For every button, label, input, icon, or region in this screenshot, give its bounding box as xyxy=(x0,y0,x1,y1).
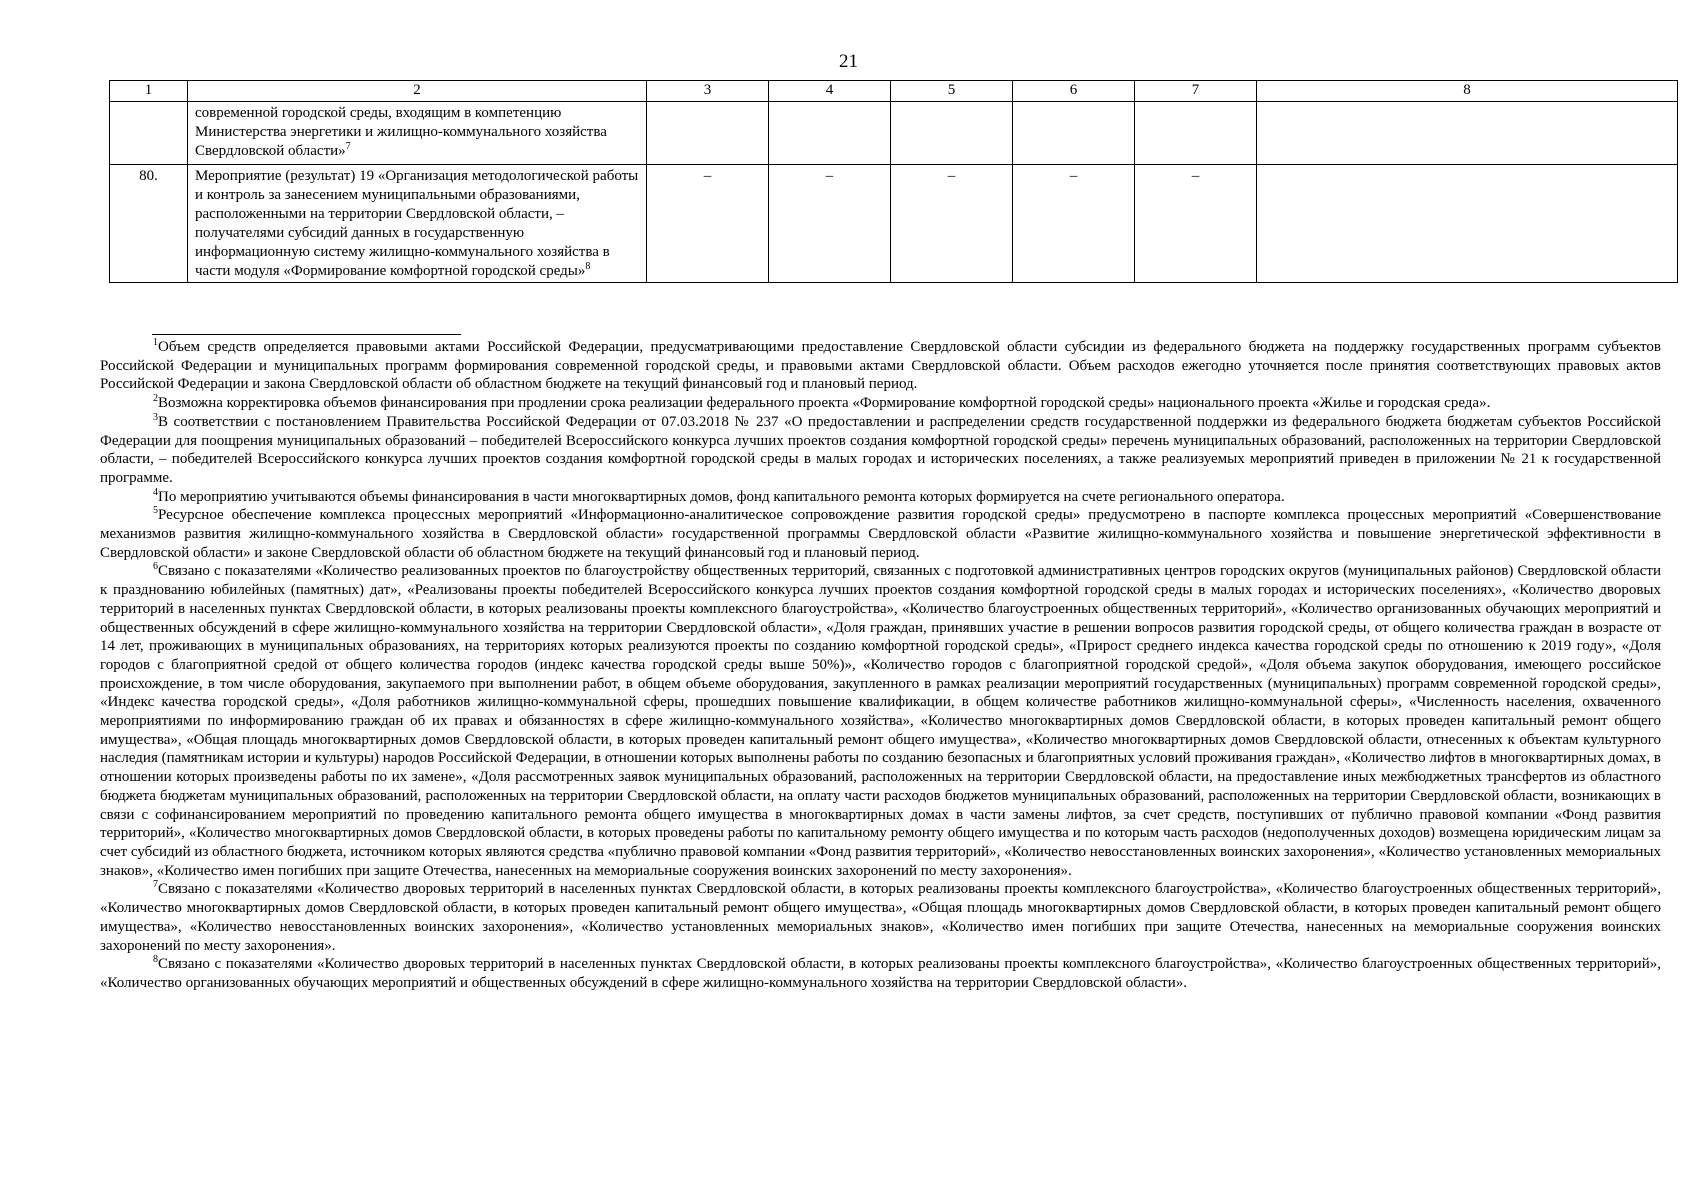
footnote-ref: 8 xyxy=(585,261,591,272)
row-description-text: современной городской среды, входящим в компетенцию Министерства энергетики и жилищно-коммунального хозяйства Свердловской области» xyxy=(195,105,607,159)
footnote xyxy=(100,394,1661,413)
footnote xyxy=(100,955,1661,992)
table-cell xyxy=(1257,102,1678,165)
footnote-text: Объем средств определяется правовыми актами Российской Федерации, предусматривающими предоставление Свердловской области субсидии из федерального бюджета на поддержку государственных программ субъектов Российской Федерации и муниципальных программ формирования современной городской среды, и правовыми актами Свердловской области. Объем расходов ежегодно уточняется после принятия соответствующих правовых актов Российской Федерации и закона Свердловской области об областном бюджете на текущий финансовый год и плановый период. xyxy=(100,339,1661,393)
column-header: 4 xyxy=(769,81,891,102)
footnote-text: По мероприятию учитываются объемы финансирования в части многоквартирных домов, фонд капитального ремонта которых формируется на счете регионального оператора. xyxy=(158,488,1285,505)
footnote-ref: 7 xyxy=(345,141,351,152)
table-row xyxy=(110,165,1678,283)
column-header: 2 xyxy=(188,81,647,102)
measures-table xyxy=(109,80,1678,283)
column-header: 1 xyxy=(110,81,188,102)
row-description xyxy=(188,102,647,165)
table-cell: – xyxy=(769,165,891,283)
table-cell xyxy=(647,102,769,165)
footnotes xyxy=(100,338,1661,993)
page-number: 21 xyxy=(839,51,858,72)
footnote-text: Связано с показателями «Количество дворовых территорий в населенных пунктах Свердловской области, в которых реализованы проекты комплексного благоустройства», «Количество благоустроенных общественных территорий», «Количество многоквартирных домов Свердловской области, в которых проведен капитальный ремонт общего имущества», «Общая площадь многоквартирных домов Свердловской области, в которых проведен капитальный ремонт общего имущества», «Количество невосстановленных воинских захоронения», «Количество установленных мемориальных знаков», «Количество имен погибших при защите Отечества, нанесенных на мемориальные сооружения воинских захоронений по месту захоронения». xyxy=(100,881,1661,954)
row-description xyxy=(188,165,647,283)
footnote xyxy=(100,488,1661,507)
footnote-marker: 4 xyxy=(153,486,158,498)
footnote xyxy=(100,506,1661,562)
footnote-marker: 8 xyxy=(153,954,158,966)
footnote-marker: 7 xyxy=(153,879,158,891)
footnote-marker: 2 xyxy=(153,393,158,405)
table-cell xyxy=(1257,165,1678,283)
column-header: 6 xyxy=(1013,81,1135,102)
table-row xyxy=(110,102,1678,165)
footnote xyxy=(100,880,1661,955)
footnote-marker: 5 xyxy=(153,505,158,517)
footnote-text: В соответствии с постановлением Правительства Российской Федерации от 07.03.2018 № 237 «О предоставлении и распределении средств государственной поддержки из федерального бюджета бюджетам субъектов Российской Федерации для поощрения муниципальных образований – победителей Всероссийского конкурса лучших проектов создания комфортной городской среды» перечень муниципальных образований, расположенных на территории Свердловской области, – победителей Всероссийского конкурса лучших проектов создания комфортной городской среды в малых городах и исторических поселениях, а также реализуемых мероприятий приведен в приложении № 21 к государственной программе. xyxy=(100,413,1661,486)
table-header-row xyxy=(110,81,1678,102)
footnote-text: Связано с показателями «Количество дворовых территорий в населенных пунктах Свердловской области, в которых реализованы проекты комплексного благоустройства», «Количество благоустроенных общественных территорий», «Количество организованных обучающих мероприятий и общественных обсуждений в сфере жилищно-коммунального хозяйства на территории Свердловской области». xyxy=(100,956,1661,991)
footnote-separator xyxy=(152,334,461,335)
row-number xyxy=(110,102,188,165)
table-cell: – xyxy=(1013,165,1135,283)
column-header: 5 xyxy=(891,81,1013,102)
footnote xyxy=(100,338,1661,394)
footnote-text: Ресурсное обеспечение комплекса процессных мероприятий «Информационно-аналитическое сопровождение развития городской среды» предусмотрено в паспорте комплекса процессных мероприятий «Совершенствование механизмов развития жилищно-коммунального хозяйства в Свердловской области» государственной программы Свердловской области «Развитие жилищно-коммунального хозяйства и повышение энергетической эффективности в Свердловской области» и законе Свердловской области об областном бюджете на текущий финансовый год и плановый период. xyxy=(100,507,1661,561)
footnote-marker: 1 xyxy=(153,337,158,348)
table-cell xyxy=(1013,102,1135,165)
table-cell: – xyxy=(1135,165,1257,283)
table-cell: – xyxy=(647,165,769,283)
footnote-marker: 3 xyxy=(153,411,158,423)
row-description-text: Мероприятие (результат) 19 «Организация методологической работы и контроль за занесением муниципальными образованиями, расположенными на территории Свердловской области, – получателями субсидий данных в государственную информационную систему жилищно-коммунального хозяйства в части модуля «Формирование комфортной городской среды» xyxy=(195,168,639,279)
table-cell xyxy=(891,102,1013,165)
table-cell xyxy=(1135,102,1257,165)
footnote xyxy=(100,413,1661,488)
table-cell xyxy=(769,102,891,165)
footnote-marker: 6 xyxy=(153,561,158,573)
column-header: 7 xyxy=(1135,81,1257,102)
footnote xyxy=(100,562,1661,880)
row-number: 80. xyxy=(110,165,188,283)
footnote-text: Возможна корректировка объемов финансирования при продлении срока реализации федерального проекта «Формирование комфортной городской среды» национального проекта «Жилье и городская среда». xyxy=(158,395,1491,412)
column-header: 8 xyxy=(1257,81,1678,102)
column-header: 3 xyxy=(647,81,769,102)
footnote-text: Связано с показателями «Количество реализованных проектов по благоустройству общественных территорий, связанных с подготовкой административных центров городских округов (муниципальных районов) Свердловской области к празднованию юбилейных (памятных) дат», «Реализованы проекты победителей Всероссийского конкурса лучших проектов создания комфортной городской среды в малых городах и исторических поселениях», «Количество дворовых территорий в населенных пунктах Свердловской области, в которых реализованы проекты комплексного благоустройства», «Количество благоустроенных общественных территорий», «Количество организованных обучающих мероприятий и общественных обсуждений в сфере жилищно-коммунального хозяйства на территории Свердловской области», «Доля граждан, принявших участие в решении вопросов развития городской среды, от общего количества граждан в возрасте от 14 лет, проживающих в муниципальных образованиях, на территориях которых реализуются проекты по созданию комфортной городской среды», «Прирост среднего индекса качества городской среды по отношению к 2019 году», «Доля городов с благоприятной средой от общего количества городов (индекс качества городской среды выше 50%)», «Количество городов с благоприятной городской средой», «Доля объема закупок оборудования, имеющего российское происхождение, в том числе оборудования, закупаемого при выполнении работ, в общем объеме оборудования, закупленного в рамках реализации мероприятий государственных (муниципальных) программ современной городской среды», «Индекс качества городской среды», «Доля работников жилищно-коммунальной сферы, прошедших повышение квалификации, в общем количестве работников жилищно-коммунальной сферы», «Численность населения, охваченного мероприятиями по информированию граждан об их правах и обязанностях в сфере жилищно-коммунального хозяйства», «Количество многоквартирных домов Свердловской области, в которых проведен капитальный ремонт общего имущества», «Общая площадь многоквартирных домов Свердловской области, в которых проведен капитальный ремонт общего имущества», «Количество многоквартирных домов Свердловской области, отнесенных к объектам культурного наследия (памятникам истории и культуры) народов Российской Федерации, в отношении которых выполнены работы по созданию безопасных и благоприятных условий проживания граждан», «Количество лифтов в многоквартирных домах, в отношении которых произведены работы по их замене», «Доля рассмотренных заявок муниципальных образований, расположенных на территории Свердловской области, на предоставление иных межбюджетных трансфертов из областного бюджета бюджетам муниципальных образований, расположенных на территории Свердловской области, на оплату части расходов бюджетов муниципальных образований, расположенных на территории Свердловской области, возникающих в связи с софинансированием мероприятий по проведению капитального ремонта общего имущества в многоквартирных домах в части замены лифтов, за счет средств, поступивших от публично правовой компании «Фонд развития территорий», «Количество многоквартирных домов Свердловской области, в которых проведены работы по капитальному ремонту общего имущества и по которым часть расходов (недополученных доходов) возмещена юридическим лицам за счет субсидий из областного бюджета, источником которых являются средства «публично правовой компании «Фонд развития территорий», «Количество невосстановленных воинских захоронения», «Количество установленных мемориальных знаков», «Количество имен погибших при защите Отечества, нанесенных на мемориальные сооружения воинских захоронений по месту захоронения». xyxy=(100,563,1661,879)
table-cell: – xyxy=(891,165,1013,283)
